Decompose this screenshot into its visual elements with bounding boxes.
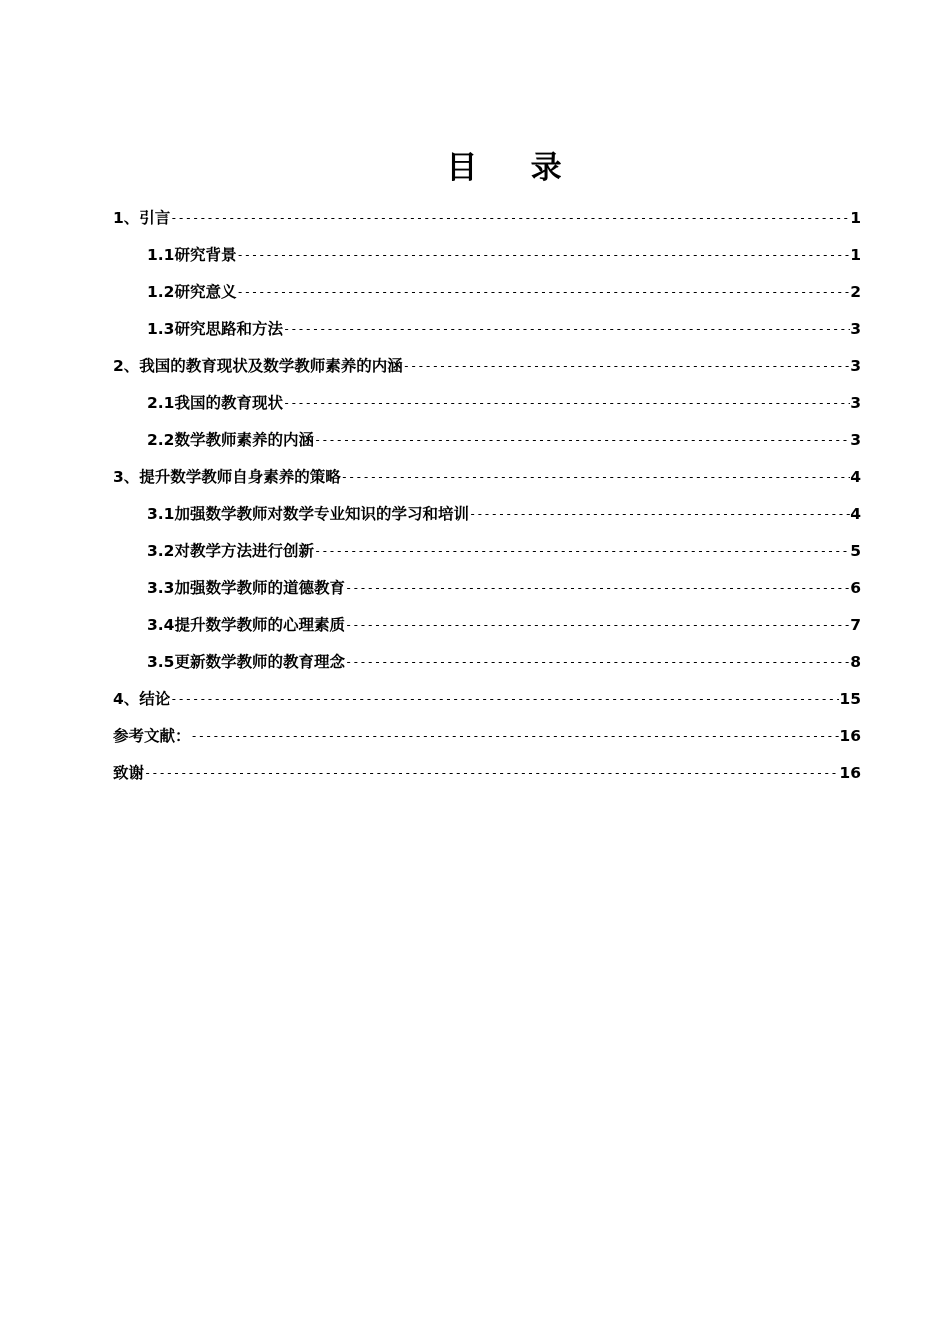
table-of-contents [113,200,861,792]
toc-entry[interactable] [113,385,861,422]
toc-dot-leader [283,385,850,422]
toc-entry-label: 参考文献： [113,727,191,745]
toc-entry-label: 1、引言 [113,209,171,227]
toc-dot-leader [345,570,850,607]
toc-entry[interactable] [113,237,861,274]
toc-entry-page: 15 [839,690,861,708]
toc-dot-leader [236,274,850,311]
toc-dot-leader [144,755,839,792]
toc-dot-leader [314,422,850,459]
toc-entry-page: 6 [850,579,861,597]
toc-title: 目 录 [446,150,564,186]
toc-entry[interactable] [113,681,861,718]
toc-entry-page: 16 [839,727,861,745]
toc-entry-page: 3 [850,357,861,375]
toc-entry-label: 4、结论 [113,690,171,708]
toc-dot-leader [236,237,850,274]
toc-entry-page: 2 [850,283,861,301]
toc-entry-label: 3.3加强数学教师的道德教育 [147,579,345,597]
toc-dot-leader [170,200,850,237]
toc-entry-page: 16 [839,764,861,782]
toc-entry-label: 3.1加强数学教师对数学专业知识的学习和培训 [147,505,469,523]
toc-dot-leader [314,533,850,570]
toc-entry[interactable] [113,533,861,570]
toc-entry-label: 1.2研究意义 [147,283,237,301]
toc-dot-leader [345,607,850,644]
toc-dot-leader [345,644,850,681]
toc-entry[interactable] [113,348,861,385]
toc-entry-label: 2.1我国的教育现状 [147,394,283,412]
toc-dot-leader [469,496,850,533]
toc-dot-leader [191,718,840,755]
toc-dot-leader [341,459,850,496]
toc-entry-label: 3、提升数学教师自身素养的策略 [113,468,341,486]
toc-entry[interactable] [113,607,861,644]
toc-entry-label: 1.3研究思路和方法 [147,320,283,338]
toc-entry[interactable] [113,755,861,792]
toc-entry-page: 3 [850,320,861,338]
toc-entry-label: 3.5更新数学教师的教育理念 [147,653,345,671]
toc-entry-page: 4 [850,468,861,486]
toc-entry[interactable] [113,200,861,237]
toc-dot-leader [283,311,850,348]
toc-entry-page: 7 [850,616,861,634]
toc-entry-label: 3.4提升数学教师的心理素质 [147,616,345,634]
toc-entry-label: 2、我国的教育现状及数学教师素养的内涵 [113,357,403,375]
toc-entry[interactable] [113,570,861,607]
toc-entry-page: 3 [850,394,861,412]
toc-entry-label: 致谢 [113,764,145,782]
toc-entry[interactable] [113,496,861,533]
toc-entry[interactable] [113,311,861,348]
toc-entry-page: 1 [850,246,861,264]
toc-entry-page: 1 [850,209,861,227]
toc-entry-label: 2.2数学教师素养的内涵 [147,431,314,449]
toc-entry-page: 3 [850,431,861,449]
toc-entry[interactable] [113,274,861,311]
toc-dot-leader [403,348,850,385]
toc-entry[interactable] [113,718,861,755]
toc-dot-leader [170,681,839,718]
toc-entry-page: 8 [850,653,861,671]
toc-entry[interactable] [113,459,861,496]
toc-entry[interactable] [113,644,861,681]
toc-entry-label: 3.2对教学方法进行创新 [147,542,314,560]
toc-entry-page: 5 [850,542,861,560]
toc-entry-page: 4 [850,505,861,523]
toc-entry[interactable] [113,422,861,459]
toc-entry-label: 1.1研究背景 [147,246,237,264]
